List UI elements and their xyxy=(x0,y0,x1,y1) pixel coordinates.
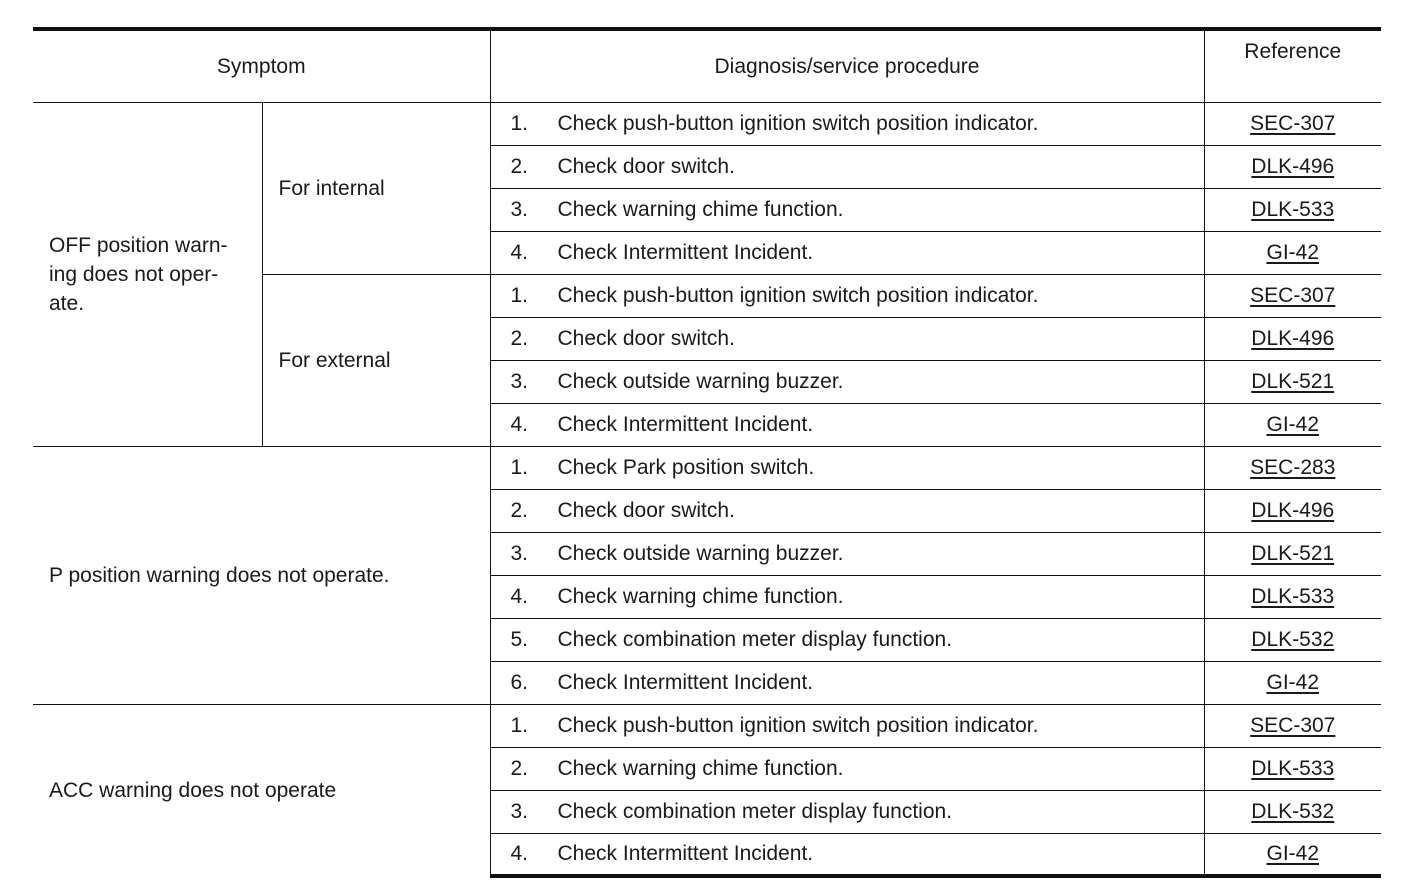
reference-cell xyxy=(1204,274,1381,317)
step-number: 3. xyxy=(510,198,529,221)
reference-cell xyxy=(1204,446,1381,489)
step-number: 2. xyxy=(510,757,529,780)
reference-link[interactable]: GI-42 xyxy=(1266,842,1320,866)
step-text: Check door switch. xyxy=(557,155,735,178)
reference-link[interactable]: GI-42 xyxy=(1266,671,1320,694)
reference-cell xyxy=(1204,532,1381,575)
step-number: 3. xyxy=(510,370,529,393)
reference-cell xyxy=(1204,747,1381,790)
step-number: 2. xyxy=(510,499,529,522)
step-text: Check Park position switch. xyxy=(557,456,815,479)
reference-link[interactable]: DLK-496 xyxy=(1251,327,1335,350)
reference-link[interactable]: DLK-521 xyxy=(1251,542,1335,565)
diagnosis-step xyxy=(490,231,1204,274)
subsymptom-for-internal: For internal xyxy=(262,102,490,274)
step-text: Check Intermittent Incident. xyxy=(557,671,814,694)
step-text: Check combination meter display function. xyxy=(557,628,953,651)
subsymptom-for-external: For external xyxy=(262,274,490,446)
diagnosis-step xyxy=(490,145,1204,188)
step-number: 2. xyxy=(510,327,529,350)
reference-cell xyxy=(1204,489,1381,532)
symptom-off-position xyxy=(33,102,262,446)
step-text: Check Intermittent Incident. xyxy=(557,241,814,264)
diagnosis-table xyxy=(33,27,1381,878)
step-number: 1. xyxy=(510,112,529,135)
reference-cell xyxy=(1204,360,1381,403)
diagnosis-step xyxy=(490,790,1204,833)
reference-link[interactable]: GI-42 xyxy=(1266,413,1320,436)
symptom-line: ate. xyxy=(49,291,85,315)
step-text: Check push-button ignition switch position indicator. xyxy=(557,112,1039,135)
step-text: Check warning chime function. xyxy=(557,198,844,221)
diagnosis-step xyxy=(490,446,1204,489)
step-text: Check push-button ignition switch position indicator. xyxy=(557,714,1039,737)
diagnosis-step xyxy=(490,618,1204,661)
reference-cell xyxy=(1204,661,1381,704)
step-number: 3. xyxy=(510,542,529,565)
reference-link[interactable]: DLK-533 xyxy=(1251,585,1335,608)
reference-link[interactable]: SEC-307 xyxy=(1250,112,1336,135)
diagnosis-step xyxy=(490,360,1204,403)
diagnosis-step xyxy=(490,489,1204,532)
step-number: 6. xyxy=(510,671,529,694)
reference-link[interactable]: DLK-496 xyxy=(1251,499,1335,522)
reference-cell xyxy=(1204,575,1381,618)
table-header-row xyxy=(33,29,1381,102)
reference-header: Reference xyxy=(1204,29,1381,102)
step-number: 4. xyxy=(510,413,529,436)
step-text: Check push-button ignition switch position indicator. xyxy=(557,284,1039,307)
table-row xyxy=(33,704,1381,747)
symptom-header: Symptom xyxy=(33,29,490,102)
reference-link[interactable]: DLK-533 xyxy=(1251,757,1335,780)
step-text: Check warning chime function. xyxy=(557,757,844,780)
step-text: Check outside warning buzzer. xyxy=(557,370,844,393)
step-number: 4. xyxy=(510,585,529,608)
reference-link[interactable]: DLK-496 xyxy=(1251,155,1335,178)
diagnosis-header: Diagnosis/service procedure xyxy=(490,29,1204,102)
reference-cell xyxy=(1204,704,1381,747)
diagnosis-step xyxy=(490,661,1204,704)
step-text: Check door switch. xyxy=(557,327,735,350)
reference-cell xyxy=(1204,102,1381,145)
step-number: 5. xyxy=(510,628,529,651)
step-text: Check Intermittent Incident. xyxy=(557,842,814,866)
reference-link[interactable]: SEC-283 xyxy=(1250,456,1336,479)
symptom-line: ing does not oper- xyxy=(49,262,219,286)
reference-link[interactable]: GI-42 xyxy=(1266,241,1320,264)
symptom-acc-warning: ACC warning does not operate xyxy=(33,704,490,876)
diagnosis-step xyxy=(490,274,1204,317)
table-row xyxy=(33,446,1381,489)
reference-cell xyxy=(1204,833,1381,876)
step-number: 4. xyxy=(510,842,529,866)
reference-link[interactable]: SEC-307 xyxy=(1250,284,1336,307)
reference-cell xyxy=(1204,790,1381,833)
reference-link[interactable]: DLK-533 xyxy=(1251,198,1335,221)
diagnosis-step xyxy=(490,833,1204,876)
reference-cell xyxy=(1204,145,1381,188)
diagnosis-step xyxy=(490,575,1204,618)
step-text: Check door switch. xyxy=(557,499,735,522)
reference-cell xyxy=(1204,403,1381,446)
reference-cell xyxy=(1204,188,1381,231)
step-number: 1. xyxy=(510,456,529,479)
reference-cell xyxy=(1204,317,1381,360)
table-row xyxy=(33,102,1381,145)
reference-link[interactable]: SEC-307 xyxy=(1250,714,1336,737)
symptom-line: OFF position warn- xyxy=(49,233,228,257)
diagnosis-step xyxy=(490,532,1204,575)
reference-link[interactable]: DLK-532 xyxy=(1251,628,1335,651)
symptom-p-position: P position warning does not operate. xyxy=(33,446,490,704)
step-text: Check combination meter display function. xyxy=(557,800,953,823)
step-number: 2. xyxy=(510,155,529,178)
reference-link[interactable]: DLK-521 xyxy=(1251,370,1335,393)
step-number: 4. xyxy=(510,241,529,264)
reference-cell xyxy=(1204,618,1381,661)
reference-link[interactable]: DLK-532 xyxy=(1251,800,1335,823)
diagnosis-step xyxy=(490,403,1204,446)
step-text: Check outside warning buzzer. xyxy=(557,542,844,565)
diagnosis-step xyxy=(490,704,1204,747)
reference-cell xyxy=(1204,231,1381,274)
diagnosis-table-sheet xyxy=(33,27,1381,878)
diagnosis-step xyxy=(490,188,1204,231)
step-text: Check Intermittent Incident. xyxy=(557,413,814,436)
step-text: Check warning chime function. xyxy=(557,585,844,608)
diagnosis-step xyxy=(490,102,1204,145)
step-number: 3. xyxy=(510,800,529,823)
diagnosis-step xyxy=(490,747,1204,790)
step-number: 1. xyxy=(510,284,529,307)
step-number: 1. xyxy=(510,714,529,737)
diagnosis-step xyxy=(490,317,1204,360)
